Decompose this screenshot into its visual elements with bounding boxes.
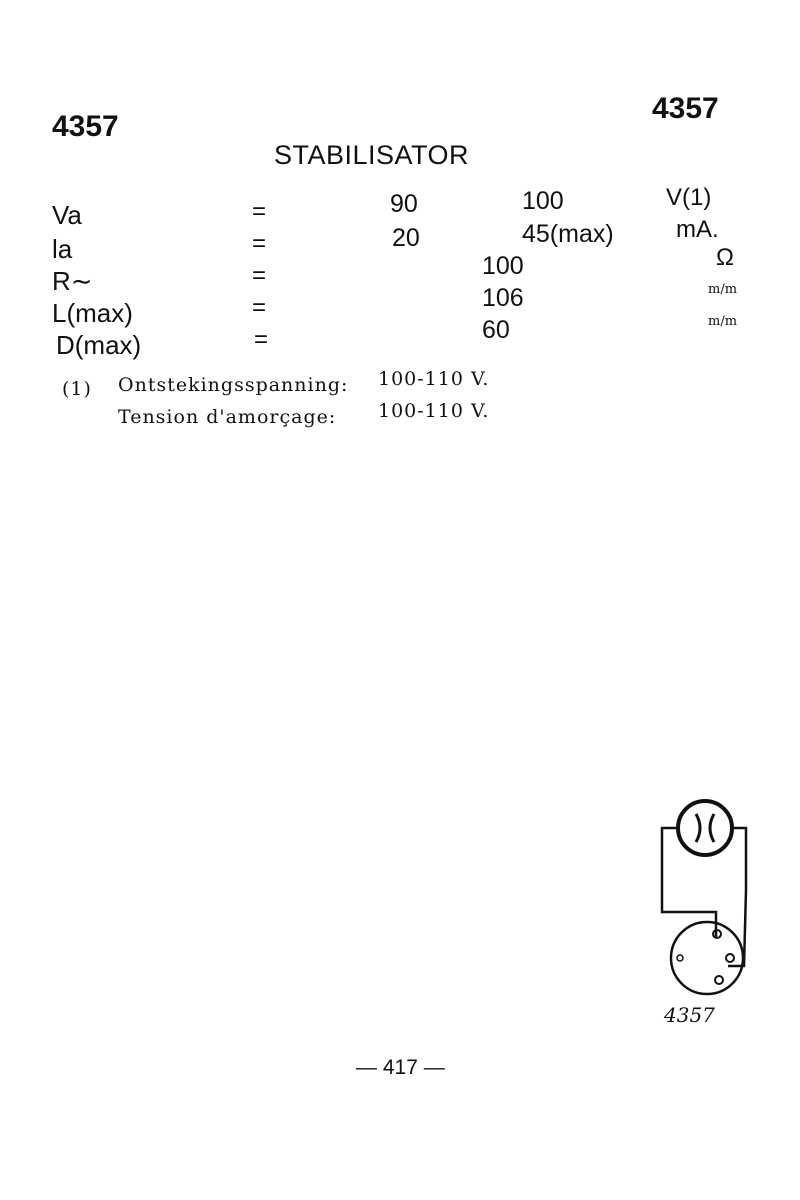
electrode-left <box>696 814 700 842</box>
spec-value: 100 <box>522 187 564 215</box>
spec-value: 20 <box>392 224 420 252</box>
spec-eq: = <box>252 294 267 321</box>
base-pin <box>677 955 683 961</box>
spec-eq: = <box>252 198 267 225</box>
footnote-value-fr: 100-110 V. <box>378 400 490 422</box>
spec-value: 45(max) <box>522 220 614 248</box>
spec-value: 106 <box>482 284 524 312</box>
footnote-value-nl: 100-110 V. <box>378 368 490 390</box>
spec-unit: mA. <box>676 216 719 243</box>
spec-label-d-max: D(max) <box>56 330 142 360</box>
tube-number-left: 4357 <box>52 110 119 143</box>
millimetre-unit: m/m <box>708 282 738 297</box>
spec-value: 60 <box>482 316 510 344</box>
tube-connection-diagram <box>640 790 790 1064</box>
page-number: — 417 — <box>356 1056 445 1079</box>
wiring-diagram-svg <box>640 790 790 1060</box>
spec-unit: V(1) <box>666 184 712 211</box>
spec-label-ia: la <box>52 234 73 264</box>
base-pin <box>715 976 723 984</box>
spec-eq: = <box>252 262 267 289</box>
spec-label-va: Va <box>52 200 82 230</box>
footnote-marker: (1) <box>62 378 92 400</box>
spec-value: 90 <box>390 190 418 218</box>
wire-right <box>728 828 746 966</box>
spec-label-l-max: L(max) <box>52 298 133 328</box>
tube-symbol-circle <box>678 801 732 855</box>
ohm-symbol: Ω <box>716 244 734 271</box>
tube-base-circle <box>671 922 743 994</box>
spec-label-r-ac: R∼ <box>52 266 93 296</box>
diagram-label: 4357 <box>664 1003 715 1027</box>
spec-eq: = <box>252 230 267 257</box>
page-title: STABILISATOR <box>274 140 470 170</box>
electrode-right <box>710 814 714 842</box>
spec-value: 100 <box>482 252 524 280</box>
spec-eq: = <box>254 326 269 353</box>
base-pin <box>726 954 734 962</box>
tube-number-right: 4357 <box>652 92 719 125</box>
footnote-text-nl: Ontstekingsspanning: <box>118 374 349 396</box>
millimetre-unit: m/m <box>708 314 738 329</box>
footnote-text-fr: Tension d'amorçage: <box>118 406 337 428</box>
